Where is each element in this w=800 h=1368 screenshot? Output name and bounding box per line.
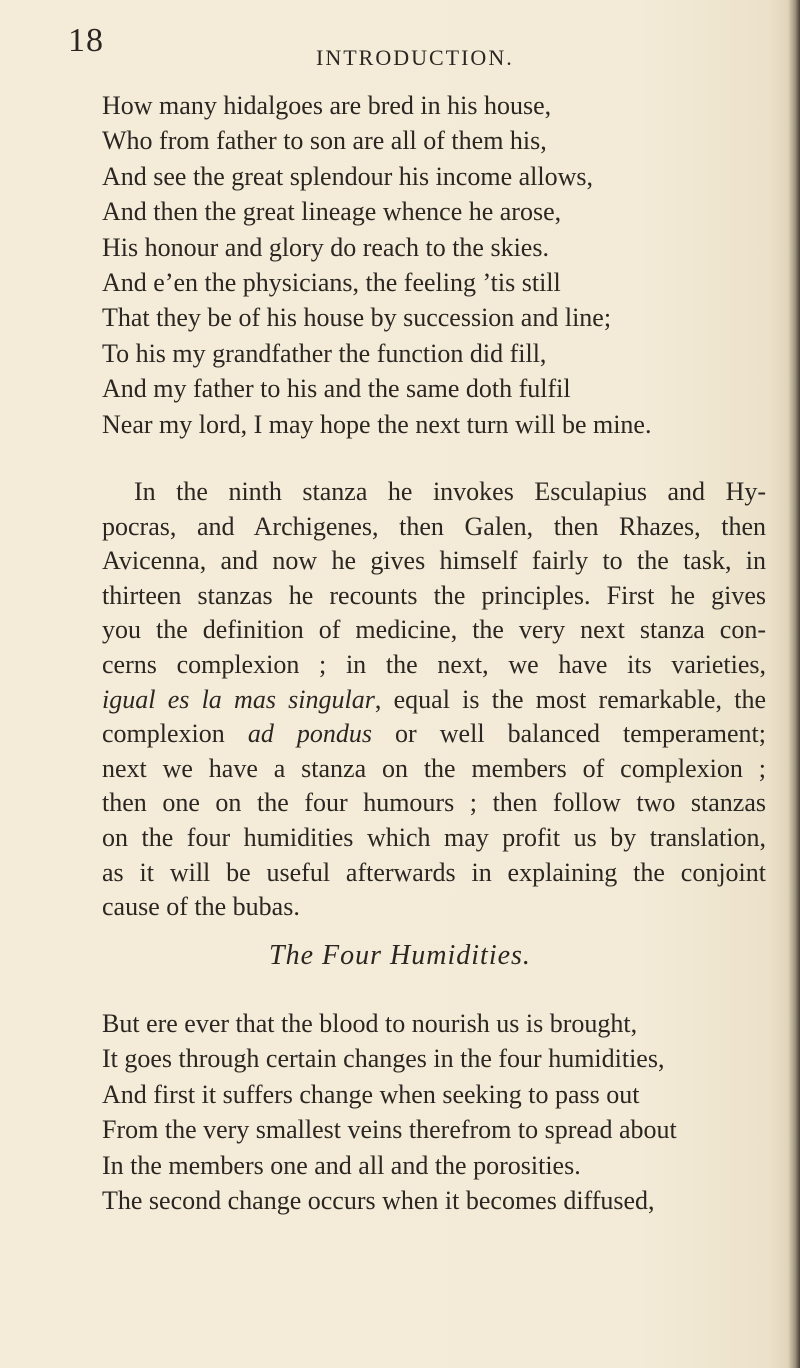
- verse-line: How many hidalgoes are bred in his house,: [102, 91, 552, 120]
- page-edge-shadow: [788, 0, 800, 1368]
- verse-line: In the members one and all and the porosities.: [102, 1150, 581, 1180]
- verse-line: And see the great splendour his income allows,: [102, 161, 593, 191]
- section-heading: The Four Humidities.: [269, 940, 531, 971]
- prose-line: [102, 717, 766, 752]
- latin-phrase: ad pondus: [247, 719, 372, 749]
- prose-paragraph: [102, 475, 766, 925]
- prose-line: cause of the bubas.: [102, 892, 300, 922]
- verse-line: To his my grandfather the function did fill,: [102, 338, 547, 368]
- verse-line: And my father to his and the same doth fulfil: [102, 374, 571, 404]
- verse-line: And e’en the physicians, the feeling ’tis still: [102, 268, 561, 298]
- verse-line: From the very smallest veins therefrom to spread about: [102, 1115, 677, 1145]
- running-title: INTRODUCTION.: [316, 45, 514, 70]
- verse-line: That they be of his house by succession and line;: [102, 303, 612, 333]
- verse-line: But ere ever that the blood to nourish us is brought,: [102, 1009, 638, 1038]
- prose-line: [102, 683, 766, 718]
- prose-line: then one on the four humours ; then follow two stanzas: [102, 788, 766, 818]
- prose-fragment: or well balanced temperament;: [372, 719, 766, 749]
- verse-line: And then the great lineage whence he arose,: [102, 197, 562, 227]
- verse-line: His honour and glory do reach to the skies.: [102, 232, 549, 262]
- prose-line: you the definition of medicine, the very next stanza con-: [102, 615, 766, 645]
- verse-line: Who from father to son are all of them his,: [102, 126, 547, 156]
- prose-line: as it will be useful afterwards in explaining the conjoint: [102, 857, 766, 887]
- prose-line: Avicenna, and now he gives himself fairly to the task, in: [102, 546, 766, 576]
- verse-line: The second change occurs when it becomes diffused,: [102, 1186, 655, 1216]
- verse-line: And first it suffers change when seeking to pass out: [102, 1079, 640, 1109]
- prose-fragment: , equal is the most remarkable, the: [374, 684, 766, 714]
- prose-line: pocras, and Archigenes, then Galen, then Rhazes, then: [102, 511, 766, 541]
- prose-fragment: complexion: [102, 719, 248, 749]
- prose-line: cerns complexion ; in the next, we have its varieties,: [102, 649, 766, 679]
- verse-line: It goes through certain changes in the four humidities,: [102, 1044, 665, 1074]
- verse-line: Near my lord, I may hope the next turn will be mine.: [102, 409, 652, 439]
- prose-line: In the ninth stanza he invokes Esculapius and Hy-: [134, 477, 766, 506]
- verse-block-bottom: [102, 1006, 677, 1218]
- prose-line: next we have a stanza on the members of complexion ;: [102, 753, 766, 783]
- prose-line: thirteen stanzas he recounts the principles. First he gives: [102, 580, 766, 610]
- spanish-phrase: igual es la mas singular: [102, 684, 375, 714]
- page-number: 18: [68, 22, 104, 59]
- verse-block-top: [102, 88, 651, 442]
- prose-line: on the four humidities which may profit us by translation,: [102, 822, 766, 852]
